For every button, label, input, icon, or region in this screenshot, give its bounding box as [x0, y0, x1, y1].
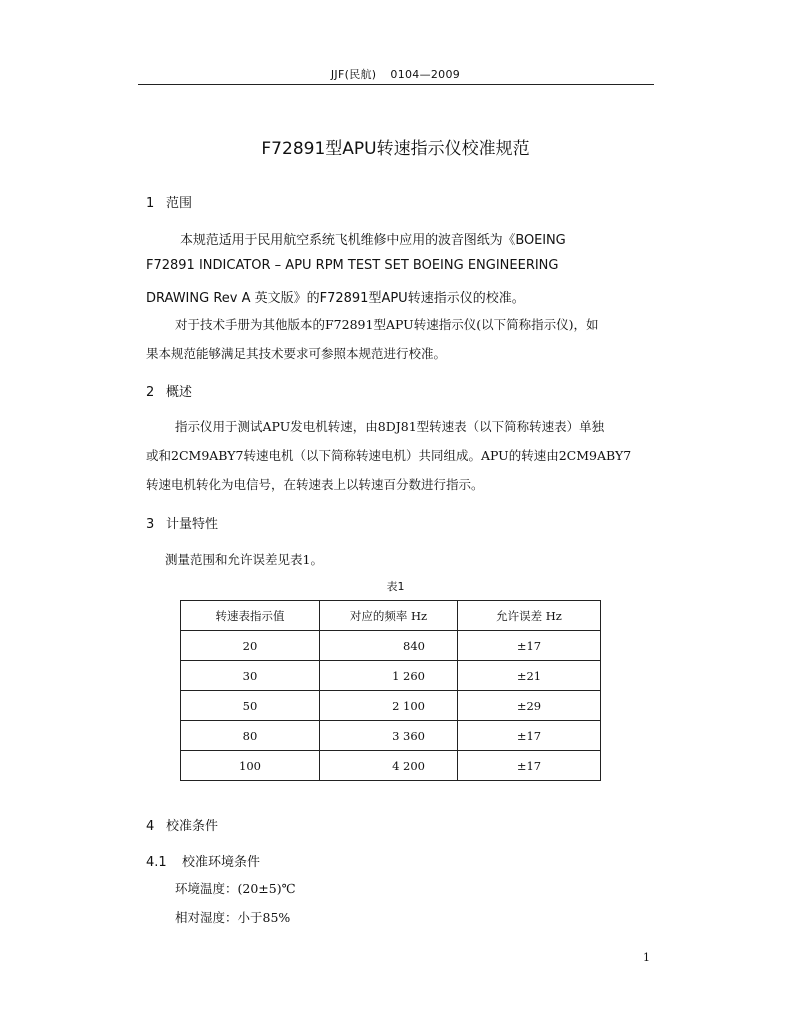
standard-code: JJF(民航)	[330, 68, 377, 81]
document-title: F72891型APU转速指示仪校准规范	[261, 139, 530, 159]
section-title: 范围	[166, 196, 193, 211]
cell-frequency: 1 260	[320, 661, 458, 691]
section-number: 1	[146, 196, 155, 211]
running-header	[0, 66, 791, 82]
cell-indicated: 20	[181, 631, 320, 661]
scope-paragraph-1-line-2: F72891 INDICATOR – APU RPM TEST SET BOEING ENGINEERING	[146, 258, 559, 273]
cell-frequency: 840	[320, 631, 458, 661]
section-number: 2	[146, 385, 155, 400]
cell-tolerance: ±29	[458, 691, 601, 721]
overview-line-1: 指示仪用于测试APU发电机转速，由8DJ81型转速表（以下简称转速表）单独	[175, 419, 605, 434]
cell-tolerance: ±17	[458, 721, 601, 751]
section-title: 概述	[166, 385, 193, 400]
cell-indicated: 50	[181, 691, 320, 721]
header-frequency: 对应的频率 Hz	[320, 601, 458, 631]
section-number: 3	[146, 517, 155, 532]
table-row	[181, 661, 601, 691]
cell-indicated: 100	[181, 751, 320, 781]
section-title: 校准环境条件	[182, 855, 261, 870]
scope-paragraph-2-line-1: 对于技术手册为其他版本的F72891型APU转速指示仪(以下简称指示仪)，如	[175, 317, 599, 332]
table-row	[181, 721, 601, 751]
cell-frequency: 4 200	[320, 751, 458, 781]
table-header-row	[181, 601, 601, 631]
cell-tolerance: ±17	[458, 751, 601, 781]
cell-frequency: 3 360	[320, 721, 458, 751]
metrology-intro: 测量范围和允许误差见表1。	[165, 552, 323, 567]
standard-number: 0104—2009	[390, 68, 461, 81]
env-humidity: 相对湿度：小于85%	[175, 910, 291, 925]
table-caption: 表1	[386, 580, 405, 593]
header-rule	[138, 84, 654, 85]
overview-line-2: 或和2CM9ABY7转速电机（以下简称转速电机）共同组成。APU的转速由2CM9ABY7	[146, 448, 632, 463]
cell-indicated: 80	[181, 721, 320, 751]
cell-tolerance: ±17	[458, 631, 601, 661]
section-number: 4	[146, 819, 155, 834]
header-indicated-value: 转速表指示值	[181, 601, 320, 631]
cell-frequency: 2 100	[320, 691, 458, 721]
table-row	[181, 751, 601, 781]
section-2-heading	[146, 381, 192, 400]
section-number: 4.1	[146, 855, 167, 870]
scope-paragraph-1-line-3: DRAWING Rev A 英文版》的F72891型APU转速指示仪的校准。	[146, 291, 525, 306]
table-row	[181, 691, 601, 721]
header-tolerance: 允许误差 Hz	[458, 601, 601, 631]
section-4-heading	[146, 815, 218, 834]
section-3-heading	[146, 513, 218, 532]
overview-line-3: 转速电机转化为电信号，在转速表上以转速百分数进行指示。	[146, 477, 484, 492]
env-temperature: 环境温度：(20±5)℃	[175, 881, 296, 896]
scope-paragraph-2-line-2: 果本规范能够满足其技术要求可参照本规范进行校准。	[146, 346, 447, 361]
cell-tolerance: ±21	[458, 661, 601, 691]
section-4-1-heading	[146, 851, 260, 870]
page-number: 1	[643, 951, 650, 964]
cell-indicated: 30	[181, 661, 320, 691]
section-title: 计量特性	[166, 517, 219, 532]
scope-paragraph-1-line-1: 本规范适用于民用航空系统飞机维修中应用的波音图纸为《BOEING	[180, 233, 566, 248]
table-row	[181, 631, 601, 661]
section-title: 校准条件	[166, 819, 219, 834]
section-1-heading	[146, 192, 192, 211]
range-tolerance-table	[180, 600, 601, 781]
